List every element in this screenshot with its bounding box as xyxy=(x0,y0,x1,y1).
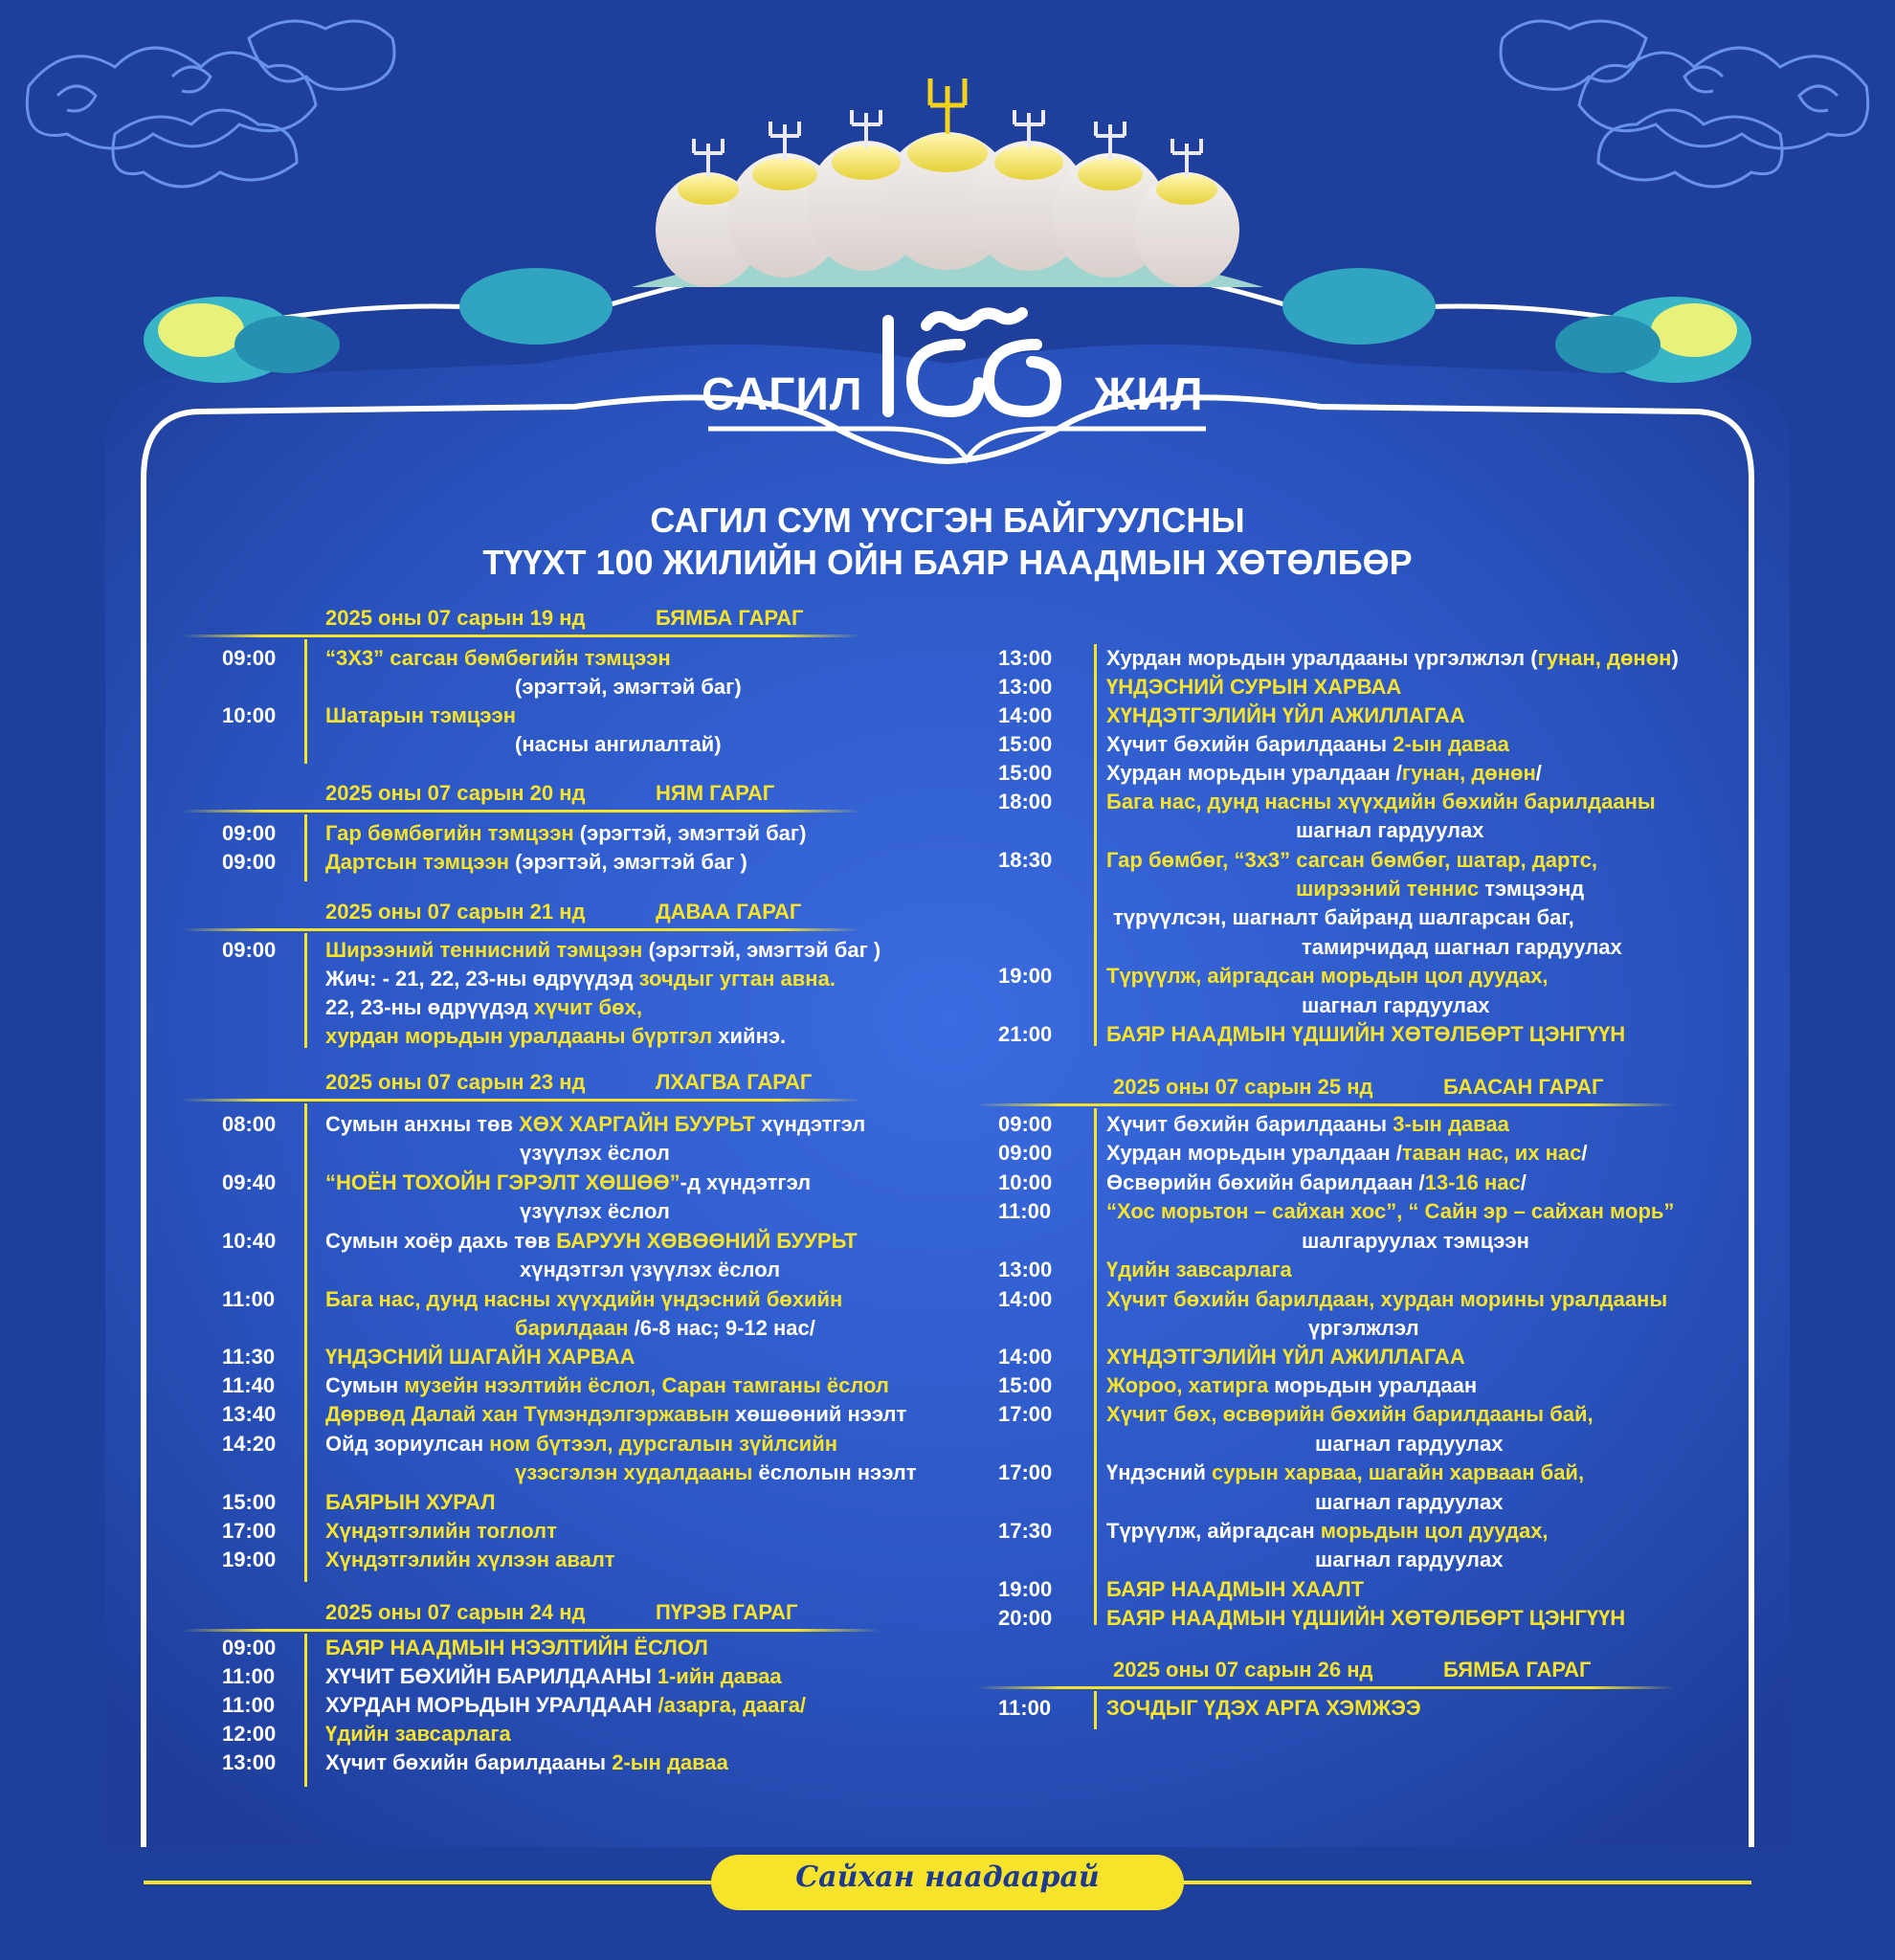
schedule-row-activity: БАЯР НААДМЫН ҮДШИЙН ХӨТӨЛБӨРТ ЦЭНГҮҮН xyxy=(1106,1606,1626,1630)
schedule-row: 11:00 xyxy=(222,1693,276,1717)
weekday-heading-25: БААСАН ГАРАГ xyxy=(1443,1075,1604,1099)
schedule-row: 09:00 xyxy=(222,938,277,962)
schedule-row: 09:00 xyxy=(998,1112,1053,1136)
date-heading-25: 2025 оны 07 сарын 25 нд xyxy=(1113,1075,1373,1099)
section-rule xyxy=(182,928,861,931)
schedule-row-note: 22, 23-ны өдрүүдэд хүчит бөх, xyxy=(325,995,642,1019)
schedule-row: 15:00 xyxy=(222,1490,277,1514)
schedule-row-activity: ХҮНДЭТГЭЛИЙН ҮЙЛ АЖИЛЛАГАА xyxy=(1106,703,1465,727)
schedule-row-activity: Хүчит бөх, өсвөрийн бөхийн барилдааны бай, xyxy=(1106,1402,1594,1426)
date-heading-20: 2025 оны 07 сарын 20 нд xyxy=(325,781,586,805)
schedule-row-activity: БАЯРЫН ХУРАЛ xyxy=(325,1490,496,1514)
schedule-row: 09:00 xyxy=(222,850,277,874)
schedule-row-activity: Хүчит бөхийн барилдааны 3-ын даваа xyxy=(1106,1112,1509,1136)
schedule-row: 17:00 xyxy=(998,1460,1053,1484)
schedule-row-note: үзүүлэх ёслол xyxy=(520,1199,670,1223)
date-heading-26: 2025 оны 07 сарын 26 нд xyxy=(1113,1658,1373,1682)
schedule-row: 19:00 xyxy=(998,1577,1053,1601)
schedule-row: 11:40 xyxy=(222,1373,276,1397)
schedule-row: 09:00 xyxy=(222,1636,277,1659)
logo-left-word: САГИЛ xyxy=(702,369,863,420)
schedule-row: 13:00 xyxy=(998,675,1053,699)
schedule-row-note: шалгаруулах тэмцээн xyxy=(1302,1229,1529,1253)
schedule-row: 09:00 xyxy=(998,1141,1053,1165)
time-divider xyxy=(1094,644,1097,1046)
schedule-row: 19:00 xyxy=(222,1548,277,1571)
schedule-row-activity: Үдийн завсарлага xyxy=(1106,1258,1292,1281)
schedule-row: 13:00 xyxy=(998,646,1053,670)
schedule-row: 11:00 xyxy=(998,1696,1052,1720)
weekday-heading-19: БЯМБА ГАРАГ xyxy=(656,606,804,630)
time-divider xyxy=(304,639,307,764)
time-divider xyxy=(1094,1108,1097,1625)
schedule-row-activity: Гар бөмбөгийн тэмцээн (эрэгтэй, эмэгтэй баг) xyxy=(325,821,807,845)
section-rule xyxy=(182,1099,861,1102)
schedule-row: 14:20 xyxy=(222,1432,277,1456)
schedule-row-note: шагнал гардуулах xyxy=(1296,818,1484,842)
weekday-heading-24: ПҮРЭВ ГАРАГ xyxy=(656,1600,798,1624)
schedule-row: 10:40 xyxy=(222,1229,277,1253)
schedule-row-activity: Хурдан морьдын уралдаан /гунан, дөнөн/ xyxy=(1106,761,1542,785)
section-rule xyxy=(976,1686,1675,1689)
section-rule xyxy=(976,1103,1675,1106)
schedule-row-note: үзэсгэлэн худалдааны ёслолын нээлт xyxy=(515,1460,917,1484)
schedule-row: 09:40 xyxy=(222,1170,277,1194)
schedule-row-activity: Хурдан морьдын уралдаан /таван нас, их нас/ xyxy=(1106,1141,1588,1165)
weekday-heading-20: НЯМ ГАРАГ xyxy=(656,781,775,805)
schedule-row: 13:00 xyxy=(222,1750,277,1774)
schedule-row-activity: Жороо, хатирга морьдын уралдаан xyxy=(1106,1373,1478,1397)
schedule-row-activity: ҮНДЭСНИЙ ШАГАЙН ХАРВАА xyxy=(325,1345,635,1369)
schedule-row: 18:00 xyxy=(998,790,1053,813)
schedule-row-activity: Түрүүлж, айргадсан морьдын цол дуудах, xyxy=(1106,964,1549,988)
schedule-row: 12:00 xyxy=(222,1722,277,1746)
schedule-row: 08:00 xyxy=(222,1112,277,1136)
schedule-row-activity: ХҮЧИТ БӨХИЙН БАРИЛДААНЫ 1-ийн даваа xyxy=(325,1664,782,1688)
schedule-row: 17:30 xyxy=(998,1519,1053,1543)
date-heading-19: 2025 оны 07 сарын 19 нд xyxy=(325,606,586,630)
schedule-row: 15:00 xyxy=(998,1373,1053,1397)
schedule-row: 17:00 xyxy=(998,1402,1053,1426)
schedule-row: 14:00 xyxy=(998,1345,1053,1369)
schedule-row: 09:00 xyxy=(222,646,277,670)
schedule-row-note: шагнал гардуулах xyxy=(1302,993,1490,1017)
schedule-row: 19:00 xyxy=(998,964,1053,988)
schedule-row-note: шагнал гардуулах xyxy=(1315,1548,1504,1571)
schedule-row-activity: Үдийн завсарлага xyxy=(325,1722,511,1746)
schedule-row: 09:00 xyxy=(222,821,277,845)
schedule-row-activity: Дартсын тэмцээн (эрэгтэй, эмэгтэй баг ) xyxy=(325,850,747,874)
schedule-row-activity: Хүчит бөхийн барилдааны 2-ын даваа xyxy=(1106,732,1509,756)
page-title-line1: САГИЛ СУМ ҮҮСГЭН БАЙГУУЛСНЫ xyxy=(650,501,1245,540)
schedule-row: 13:00 xyxy=(998,1258,1053,1281)
time-divider xyxy=(304,1634,307,1787)
schedule-row: 11:00 xyxy=(222,1664,276,1688)
date-heading-24: 2025 оны 07 сарын 24 нд xyxy=(325,1600,586,1624)
schedule-row: 20:00 xyxy=(998,1606,1053,1630)
schedule-row-activity: Бага нас, дунд насны хүүхдийн бөхийн барилдааны xyxy=(1106,790,1656,813)
section-rule xyxy=(182,810,861,813)
schedule-row-note: үзүүлэх ёслол xyxy=(520,1141,670,1165)
schedule-row-activity: Бага нас, дунд насны хүүхдийн үндэсний бөхийн xyxy=(325,1287,843,1311)
schedule-row: 17:00 xyxy=(222,1519,277,1543)
schedule-row-activity: “Хос морьтон – сайхан хос”, “ Сайн эр – сайхан морь” xyxy=(1106,1199,1675,1223)
schedule-row: 11:30 xyxy=(222,1345,276,1369)
weekday-heading-26: БЯМБА ГАРАГ xyxy=(1443,1658,1592,1682)
weekday-heading-21: ДАВАА ГАРАГ xyxy=(656,900,802,924)
schedule-row-note: шагнал гардуулах xyxy=(1315,1490,1504,1514)
schedule-row-note: түрүүлсэн, шагналт байранд шалгарсан баг, xyxy=(1113,905,1574,929)
schedule-row-activity: Сумын музейн нээлтийн ёслол, Саран тамганы ёслол xyxy=(325,1373,889,1397)
schedule-row-activity: БАЯР НААДМЫН ҮДШИЙН ХӨТӨЛБӨРТ ЦЭНГҮҮН xyxy=(1106,1022,1626,1046)
schedule-row: 13:40 xyxy=(222,1402,277,1426)
schedule-row-activity: Хурдан морьдын уралдааны үргэлжлэл (гунан, дөнөн) xyxy=(1106,646,1679,670)
schedule-row: 14:00 xyxy=(998,1287,1053,1311)
schedule-row-note: барилдаан /6-8 нас; 9-12 нас/ xyxy=(515,1316,815,1340)
schedule-row-activity: БАЯР НААДМЫН ХААЛТ xyxy=(1106,1577,1365,1601)
schedule-row-note: ширээний теннис тэмцээнд xyxy=(1296,877,1585,901)
weekday-heading-23: ЛХАГВА ГАРАГ xyxy=(656,1070,813,1094)
schedule-row-activity: Хүндэтгэлийн хүлээн авалт xyxy=(325,1548,615,1571)
schedule-row-activity: ҮНДЭСНИЙ СУРЫН ХАРВАА xyxy=(1106,675,1402,699)
date-heading-21: 2025 оны 07 сарын 21 нд xyxy=(325,900,586,924)
schedule-row-activity: ХУРДАН МОРЬДЫН УРАЛДААН /азарга, даага/ xyxy=(325,1693,807,1717)
schedule-row-activity: Түрүүлж, айргадсан морьдын цол дуудах, xyxy=(1106,1519,1549,1543)
logo-right-word: ЖИЛ xyxy=(1094,369,1204,420)
schedule-row: 15:00 xyxy=(998,732,1053,756)
schedule-row-activity: “3Х3” сагсан бөмбөгийн тэмцээн xyxy=(325,646,671,670)
schedule-row-activity: Гар бөмбөг, “3х3” сагсан бөмбөг, шатар, дартс, xyxy=(1106,848,1597,872)
schedule-row-activity: ЗОЧДЫГ ҮДЭХ АРГА ХЭМЖЭЭ xyxy=(1106,1696,1421,1720)
time-divider xyxy=(304,814,307,881)
schedule-row-activity: ХҮНДЭТГЭЛИЙН ҮЙЛ АЖИЛЛАГАА xyxy=(1106,1345,1465,1369)
schedule-row-note: (эрэгтэй, эмэгтэй баг) xyxy=(515,675,742,699)
page-title-line2: ТҮҮХТ 100 ЖИЛИЙН ОЙН БАЯР НААДМЫН ХӨТӨЛБӨР xyxy=(482,543,1413,582)
time-divider xyxy=(304,933,307,1048)
schedule-row: 18:30 xyxy=(998,848,1053,872)
schedule-row-activity: “НОЁН ТОХОЙН ГЭРЭЛТ ХӨШӨӨ”-д хүндэтгэл xyxy=(325,1170,812,1194)
schedule-row-note: үргэлжлэл xyxy=(1308,1316,1419,1340)
schedule-row: 10:00 xyxy=(222,703,277,727)
schedule-row-activity: Сумын анхны төв ХӨХ ХАРГАЙН БУУРЬТ хүндэтгэл xyxy=(325,1112,866,1136)
schedule-row: 14:00 xyxy=(998,703,1053,727)
section-rule xyxy=(182,635,861,637)
schedule-row-activity: Хүчит бөхийн барилдаан, хурдан морины уралдааны xyxy=(1106,1287,1668,1311)
schedule-row-activity: Үндэсний сурын харваа, шагайн харваан бай, xyxy=(1106,1460,1585,1484)
footer-text: Сайхан наадаарай xyxy=(795,1860,1100,1894)
time-divider xyxy=(1094,1691,1097,1729)
date-heading-23: 2025 оны 07 сарын 23 нд xyxy=(325,1070,586,1094)
schedule-row-activity: Хүчит бөхийн барилдааны 2-ын даваа xyxy=(325,1750,728,1774)
section-rule xyxy=(182,1629,881,1632)
time-divider xyxy=(304,1103,307,1582)
schedule-row: 11:00 xyxy=(998,1199,1052,1223)
schedule-row-activity: Сумын хоёр дахь төв БАРУУН ХӨВӨӨНИЙ БУУРЬТ xyxy=(325,1229,858,1253)
schedule-row-activity: БАЯР НААДМЫН НЭЭЛТИЙН ЁСЛОЛ xyxy=(325,1636,708,1659)
schedule-row-note: Жич: - 21, 22, 23-ны өдрүүдэд зочдыг угтан авна. xyxy=(325,967,836,991)
schedule-row-activity: Ширээний теннисний тэмцээн (эрэгтэй, эмэгтэй баг ) xyxy=(325,938,881,962)
schedule-row-note: шагнал гардуулах xyxy=(1315,1432,1504,1456)
logo-100-emblem xyxy=(869,306,1070,421)
schedule-row: 10:00 xyxy=(998,1170,1053,1194)
schedule-row-note: хурдан морьдын уралдааны бүртгэл хийнэ. xyxy=(325,1024,787,1048)
schedule-row: 15:00 xyxy=(998,761,1053,785)
schedule-row-activity: Шатарын тэмцээн xyxy=(325,703,516,727)
schedule-row: 11:00 xyxy=(222,1287,276,1311)
schedule-row: 21:00 xyxy=(998,1022,1053,1046)
schedule-row-note: (насны ангилалтай) xyxy=(515,732,722,756)
schedule-row-note: тамирчидад шагнал гардуулах xyxy=(1302,935,1622,959)
schedule-row-activity: Ойд зориулсан ном бүтээл, дурсгалын зүйлсийн xyxy=(325,1432,838,1456)
schedule-row-activity: Хүндэтгэлийн тоглолт xyxy=(325,1519,557,1543)
schedule-row-note: хүндэтгэл үзүүлэх ёслол xyxy=(520,1258,781,1281)
schedule-row-activity: Өсвөрийн бөхийн барилдаан /13-16 нас/ xyxy=(1106,1170,1527,1194)
schedule-row-activity: Дөрвөд Далай хан Түмэндэлгэржавын хөшөөний нээлт xyxy=(325,1402,907,1426)
